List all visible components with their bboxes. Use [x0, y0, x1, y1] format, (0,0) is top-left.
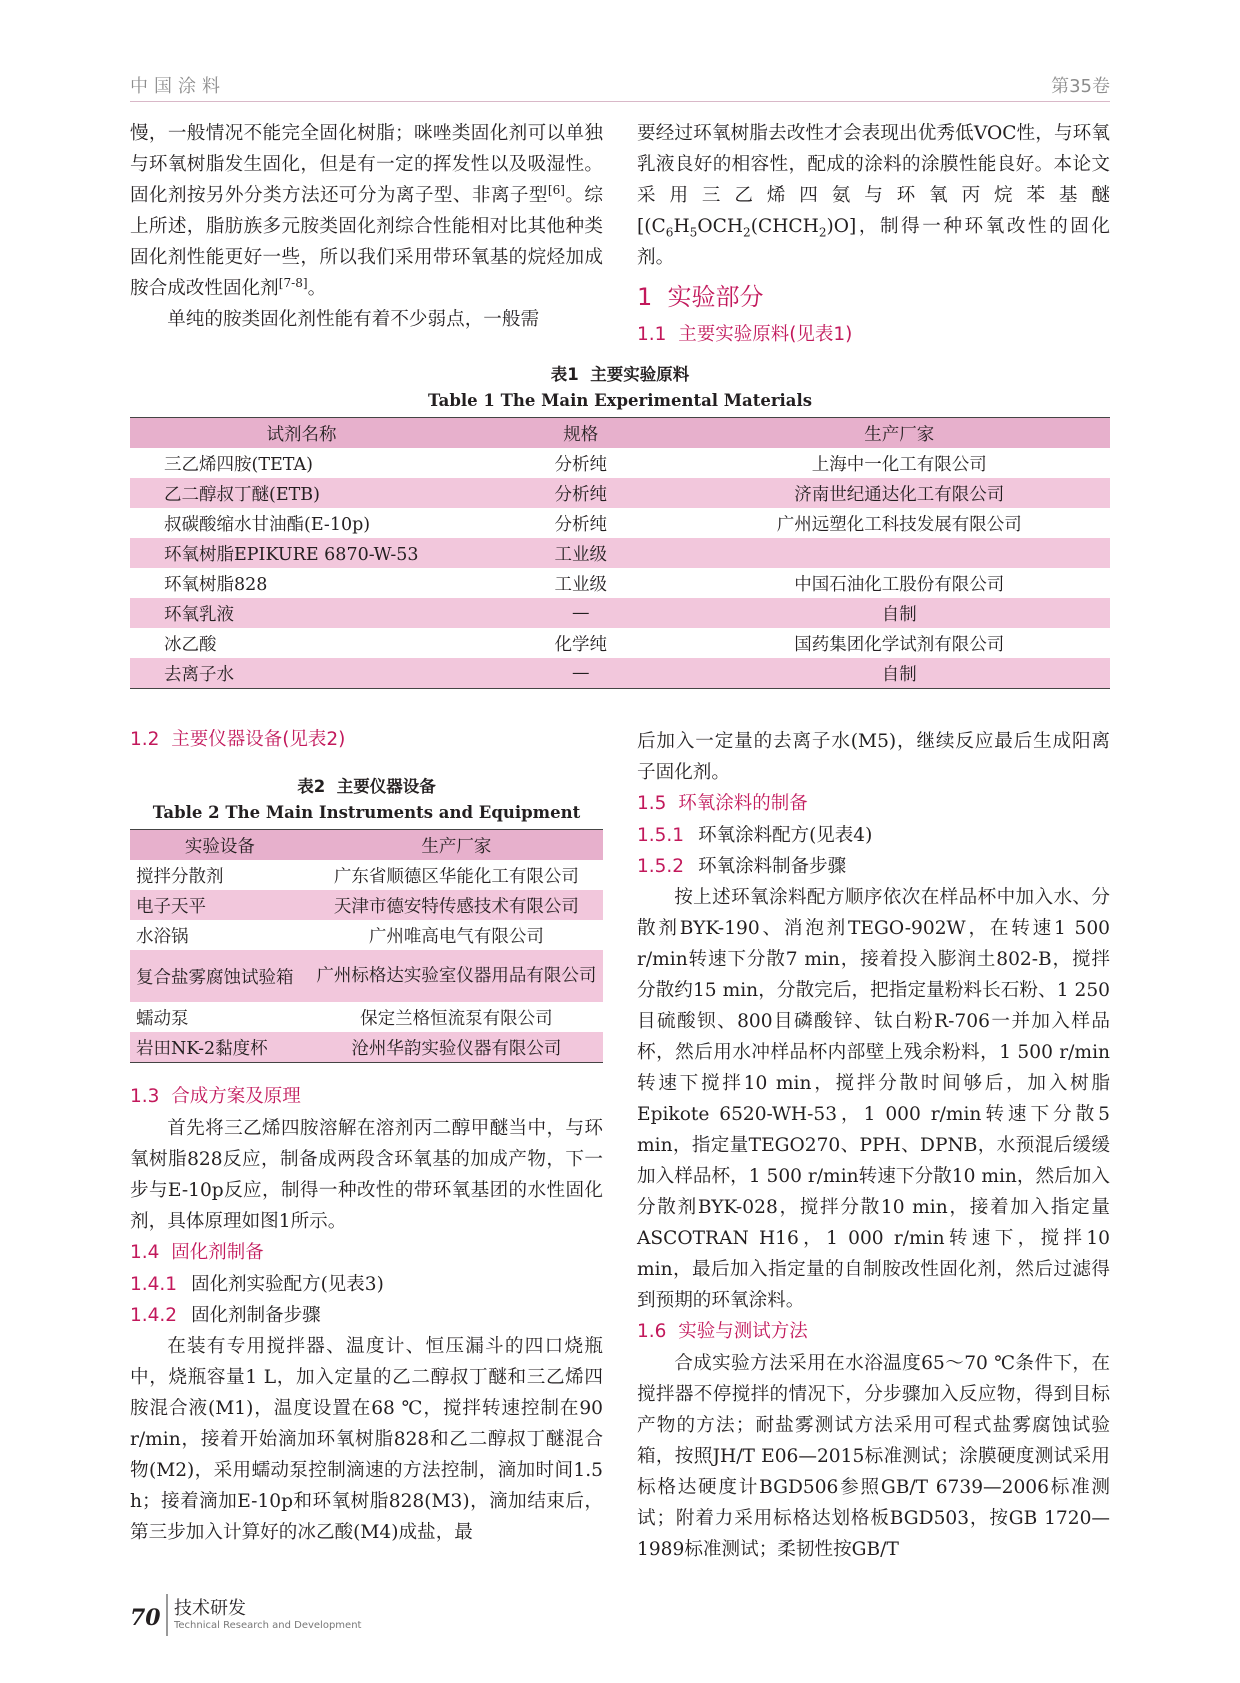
paragraph: 单纯的胺类固化剂性能有着不少弱点，一般需 [167, 309, 540, 330]
subsubsection-number: 1.4.2 [130, 1305, 178, 1326]
footer-section-en: Technical Research and Development [174, 1620, 362, 1631]
table-header-row [130, 830, 603, 861]
subsubsection-heading [130, 1300, 603, 1331]
cell: 分析纯 [473, 478, 689, 508]
column-right-top [637, 118, 1110, 351]
cell: 搅拌分散剂 [136, 866, 224, 887]
table-row [130, 448, 1110, 478]
citation: [7-8] [278, 275, 308, 290]
subsubsection-number: 1.4.1 [130, 1274, 178, 1295]
table2-block [130, 774, 603, 1063]
subsubsection-heading [130, 1269, 603, 1300]
cell [689, 538, 1110, 568]
subsubsection-heading [637, 851, 1110, 882]
subscript: 6 [665, 225, 674, 240]
caption-number: 表1 [550, 365, 579, 384]
text: 。 [307, 278, 327, 299]
table-row [130, 538, 1110, 568]
cell: 乙二醇叔丁醚(ETB) [130, 478, 473, 508]
text: (CHCH [750, 216, 819, 237]
paragraph: 合成实验方法采用在水浴温度65～70 ℃条件下，在搅拌器不停搅拌的情况下，分步骤加入反应物，得到目标产物的方法；耐盐雾测试方法采用可程式盐雾腐蚀试验箱，按照JH/T E06—2015标准测试；涂膜硬度测试采用标格达硬度计BGD506参照GB/T 6739—2006标准测试；附着力采用标格达划格板BGD503，按GB 1720—1989标准测试；柔韧性按GB/T [637, 1353, 1110, 1560]
header-divider [130, 101, 1110, 102]
subsection-heading [637, 1316, 1110, 1348]
paragraph: 首先将三乙烯四胺溶解在溶剂丙二醇甲醚当中，与环氧树脂828反应，制备成两段含环氧基的加成产物，下一步与E-10p反应，制得一种改性的带环氧基团的水性固化剂，具体原理如图1所示。 [130, 1118, 603, 1232]
table2-caption-en: Table 2 The Main Instruments and Equipment [152, 803, 581, 822]
cell: 环氧乳液 [130, 598, 473, 628]
cell: 三乙烯四胺(TETA) [164, 454, 313, 475]
cell: 工业级 [473, 538, 689, 568]
table-row [130, 658, 1110, 689]
table1-caption-cn [130, 362, 1110, 388]
subsection-title: 实验与测试方法 [678, 1321, 808, 1342]
table-row [130, 920, 603, 950]
subsection-number: 1.2 [130, 729, 160, 750]
subsection-heading [130, 1237, 603, 1269]
cell: 电子天平 [130, 890, 310, 920]
table-row [130, 890, 603, 920]
cell: 自制 [689, 598, 1110, 628]
subsection-heading [130, 1081, 603, 1113]
subsubsection-title: 固化剂制备步骤 [191, 1305, 321, 1326]
table-row [130, 860, 603, 890]
materials-table [130, 417, 1110, 689]
table1-block [130, 362, 1110, 689]
subscript: 2 [818, 225, 827, 240]
subsection-heading [637, 788, 1110, 820]
cell: — [473, 598, 689, 628]
table-row [130, 478, 1110, 508]
subscript: 2 [743, 225, 751, 240]
table-row [130, 1002, 603, 1032]
table2-caption-cn [130, 774, 603, 800]
footer-divider [166, 1594, 168, 1636]
page-number: 70 [130, 1605, 161, 1631]
cell: 环氧树脂828 [164, 574, 268, 595]
subsection-number: 1.5 [637, 793, 667, 814]
subsubsection-number: 1.5.2 [637, 856, 685, 877]
cell: 水浴锅 [136, 926, 189, 947]
column-right-bottom [637, 726, 1110, 1565]
column-left-top [130, 118, 603, 335]
cell: 上海中一化工有限公司 [811, 454, 987, 475]
subsection-title: 主要仪器设备(见表2) [171, 729, 346, 750]
cell: 广州远塑化工科技发展有限公司 [776, 514, 1022, 535]
subsection-title: 环氧涂料的制备 [678, 793, 808, 814]
table-row [130, 1032, 603, 1063]
caption-text: 主要仪器设备 [336, 777, 436, 796]
paragraph: 后加入一定量的去离子水(M5)，继续反应最后生成阳离子固化剂。 [637, 731, 1110, 783]
header-cell: 试剂名称 [130, 418, 473, 449]
section-heading [637, 277, 1110, 317]
cell: — [473, 658, 689, 689]
section-number: 1 [637, 283, 653, 311]
caption-number: 表2 [297, 777, 326, 796]
table-row [130, 950, 603, 1002]
cell: 广东省顺德区华能化工有限公司 [333, 866, 579, 887]
citation: [6] [547, 182, 565, 197]
subsubsection-title: 环氧涂料配方(见表4) [698, 825, 873, 846]
cell: 保定兰格恒流泵有限公司 [360, 1008, 553, 1029]
volume-label: 第35卷 [1051, 76, 1110, 97]
table-header-row [130, 418, 1110, 449]
text: )O]，制得一种环氧改性的固化剂。 [637, 216, 1110, 268]
cell: 国药集团化学试剂有限公司 [794, 634, 1005, 655]
cell: 沧州华韵实验仪器有限公司 [310, 1032, 603, 1063]
paragraph: 在装有专用搅拌器、温度计、恒压漏斗的四口烧瓶中，烧瓶容量1 L，加入定量的乙二醇叔丁醚和三乙烯四胺混合液(M1)，温度设置在68 ℃，搅拌转速控制在90 r/min，接着开始滴加环氧树脂828和乙二醇叔丁醚混合物(M2)，采用蠕动泵控制滴速的方法控制，滴加时间1.5 h；接着滴加E-10p和环氧树脂828(M3)，滴加结束后，第三步加入计算好的冰乙酸(M4)成盐，最 [130, 1336, 603, 1543]
cell: 去离子水 [130, 658, 473, 689]
subsection-number: 1.6 [637, 1321, 667, 1342]
subsection-title: 合成方案及原理 [171, 1086, 301, 1107]
table1-caption-en: Table 1 The Main Experimental Materials [427, 391, 813, 410]
cell: 广州唯高电气有限公司 [368, 926, 544, 947]
subsubsection-heading [637, 820, 1110, 851]
cell: 分析纯 [554, 454, 608, 475]
subsection-number: 1.1 [637, 324, 667, 345]
subsubsection-title: 环氧涂料制备步骤 [698, 856, 847, 877]
paragraph [130, 118, 603, 304]
subsubsection-number: 1.5.1 [637, 825, 685, 846]
cell: 冰乙酸 [164, 634, 217, 655]
cell: 广州标格达实验室仪器用品有限公司 [310, 950, 603, 1002]
subsection-heading [130, 724, 603, 756]
column-left-bottom [130, 724, 603, 1548]
subsubsection-title: 固化剂实验配方(见表3) [191, 1274, 384, 1295]
cell: 济南世纪通达化工有限公司 [689, 478, 1110, 508]
subsection-title: 主要实验原料(见表1) [678, 324, 853, 345]
cell: 化学纯 [554, 634, 608, 655]
cell: 叔碳酸缩水甘油酯(E-10p) [164, 514, 371, 535]
table-row [130, 628, 1110, 658]
cell: 复合盐雾腐蚀试验箱 [130, 950, 310, 1002]
text: OCH [697, 216, 744, 237]
table-row [130, 598, 1110, 628]
cell: 天津市德安特传感技术有限公司 [310, 890, 603, 920]
cell: 工业级 [554, 574, 608, 595]
subscript: 5 [689, 225, 698, 240]
section-title: 实验部分 [667, 283, 764, 311]
caption-text: 主要实验原料 [590, 365, 690, 384]
footer-section-cn: 技术研发 [174, 1598, 246, 1619]
paragraph [637, 118, 1110, 273]
journal-name: 中国涂料 [130, 76, 226, 97]
cell: 环氧树脂EPIKURE 6870-W-53 [130, 538, 473, 568]
table-row [130, 508, 1110, 538]
cell: 蠕动泵 [136, 1008, 189, 1029]
header-cell: 生产厂家 [689, 418, 1110, 449]
header-cell: 规格 [473, 418, 689, 449]
text: 慢，一般情况不能完全固化树脂；咪唑类固化剂可以单独与环氧树脂发生固化，但是有一定的挥发性以及吸湿性。固化剂按另外分类方法还可分为离子型、非离子型 [130, 123, 603, 206]
subsection-number: 1.4 [130, 1242, 160, 1263]
cell: 中国石油化工股份有限公司 [794, 574, 1005, 595]
text: 要经过环氧树脂去改性才会表现出优秀低VOC性，与环氧乳液良好的相容性，配成的涂料的涂膜性能良好。本论文采用三乙烯四氨与环氧丙烷苯基醚[(C [637, 123, 1110, 237]
cell: 岩田NK-2黏度杯 [130, 1032, 310, 1063]
header-cell: 实验设备 [130, 830, 310, 861]
instruments-table [130, 829, 603, 1063]
header-cell: 生产厂家 [310, 830, 603, 861]
cell: 分析纯 [554, 514, 608, 535]
cell: 自制 [689, 658, 1110, 689]
subsection-number: 1.3 [130, 1086, 160, 1107]
text: 。综上所述，脂肪族多元胺类固化剂综合性能相对比其他种类固化剂性能更好一些，所以我们采用带环氧基的烷烃加成胺合成改性固化剂 [130, 185, 603, 299]
subsection-title: 固化剂制备 [171, 1242, 264, 1263]
paragraph: 按上述环氧涂料配方顺序依次在样品杯中加入水、分散剂BYK-190、消泡剂TEGO-902W，在转速1 500 r/min转速下分散7 min，接着投入膨润土802-B，搅拌分散约15 min，分散完后，把指定量粉料长石粉、1 250目硫酸钡、800目磷酸锌、钛白粉R-706一并加入样品杯，然后用水冲样品杯内部壁上残余粉料，1 500 r/min转速下搅拌10 min，搅拌分散时间够后，加入树脂Epikote 6520-WH-53，1 000 r/min转速下分散5 min，指定量TEGO270、PPH、DPNB，水预混后缓缓加入样品杯，1 500 r/min转速下分散10 min，然后加入分散剂BYK-028，搅拌分散10 min，接着加入指定量ASCOTRAN H16，1 000 r/min转速下，搅拌10 min，最后加入指定量的自制胺改性固化剂，然后过滤得到预期的环氧涂料。 [637, 887, 1110, 1311]
text: H [673, 216, 690, 237]
table-row [130, 568, 1110, 598]
subsection-heading [637, 319, 1110, 351]
